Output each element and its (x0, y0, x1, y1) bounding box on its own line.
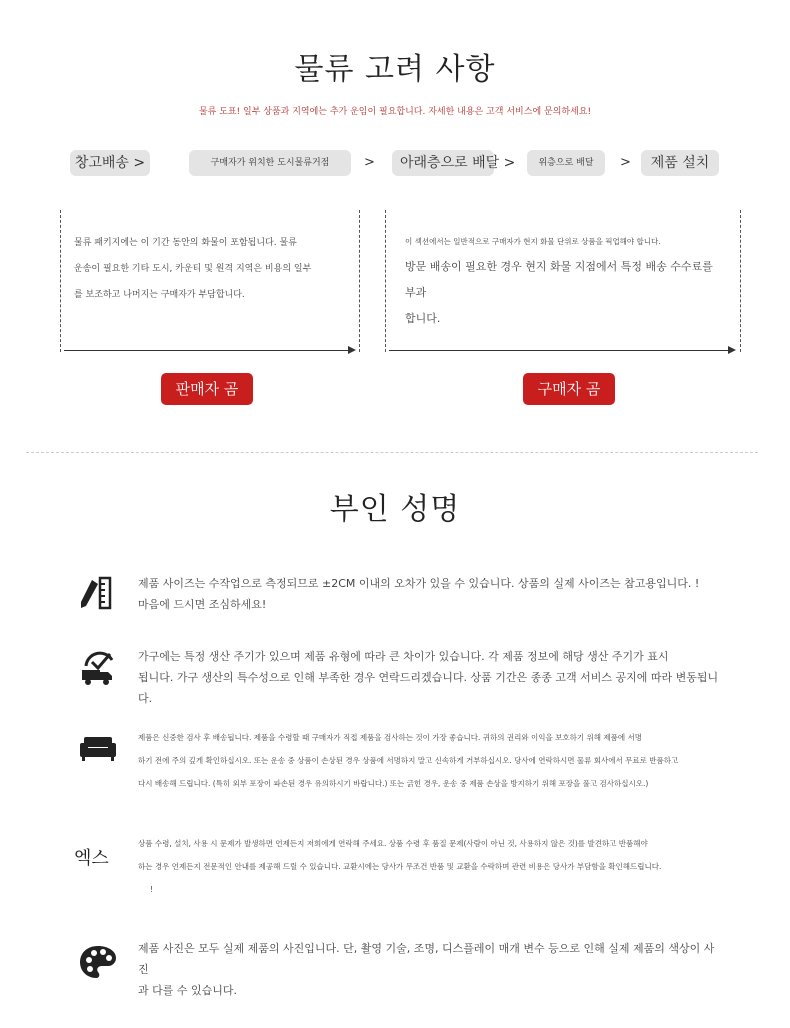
text-line: 상품 수령, 설치, 사용 시 문제가 발생하면 언제든지 저희에게 연락해 주세요. 상품 수령 후 품질 문제(사람이 아닌 것, 사용하지 않은 것)를 발견하고 반품해야 (138, 839, 648, 848)
text-line: 하는 경우 언제든지 전문적인 안내를 제공해 드릴 수 있습니다. 교환시에는 당사가 무조건 반품 및 교환을 수락하며 관련 비용은 당사가 부담함을 확인해드립니다. (138, 862, 662, 871)
buyer-badge: 구매자 곰 (523, 373, 615, 405)
text-line: 됩니다. 가구 생산의 특수성으로 인해 부족한 경우 연락드리겠습니다. 상품 기간은 종종 고객 서비스 공지에 따라 변동됩니다. (138, 671, 719, 705)
text-line: 물류 패키지에는 이 기간 동안의 화물이 포함됩니다. 물류 (74, 238, 297, 248)
text-line: 를 보조하고 나머지는 구매자가 부담합니다. (74, 290, 245, 300)
text-line: 제품 사진은 모두 실제 제품의 사진입니다. 단, 촬영 기술, 조명, 디스플레이 매개 변수 등으로 인해 실제 제품의 색상이 사진 (138, 942, 715, 976)
text-line: 운송이 필요한 기타 도시, 카운티 및 원격 지역은 비용의 일부 (74, 264, 312, 274)
text-line: 마음에 드시면 조심하세요! (138, 598, 267, 611)
ex-label: 엑스 (74, 848, 109, 869)
disclaimer-after-sales (138, 832, 738, 901)
text-line: 합니다. (405, 312, 441, 325)
flow-step-downstairs: 아래층으로 배달 > (392, 150, 494, 176)
sofa-icon (78, 727, 118, 767)
disclaimer-size (138, 573, 718, 615)
delivery-truck-icon (78, 648, 118, 688)
flow-arrow: > (364, 155, 375, 170)
text-line: 이 섹션에서는 일반적으로 구매자가 현지 화물 단위로 상품을 픽업해야 합니다. (405, 237, 661, 246)
buyer-range-line (389, 350, 729, 351)
seller-cost-text (74, 230, 354, 308)
flow-step-upstairs: 위층으로 배달 (527, 150, 605, 176)
flow-step-installation: 제품 설치 (641, 150, 719, 176)
flow-step-warehouse: 창고배송 > (70, 150, 150, 176)
text-line: 다시 배송해 드립니다. (특히 외부 포장이 파손된 경우 유의하시기 바랍니다.) 또는 긁힌 경우, 운송 중 제품 손상을 방지하기 위해 포장을 풀고 검사하십시오.) (138, 779, 649, 788)
disclaimer-photos (138, 938, 718, 1001)
section-title-logistics: 물류 고려 사항 (294, 52, 496, 87)
flow-arrow: > (620, 155, 631, 170)
section-divider (26, 452, 758, 453)
disclaimer-production (138, 646, 728, 709)
section-title-disclaimer: 부인 성명 (329, 492, 461, 527)
text-line: 방문 배송이 필요한 경우 현지 화물 지점에서 특정 배송 수수료를 부과 (405, 260, 713, 299)
text-line: ! (150, 885, 154, 894)
text-line: 가구에는 특정 생산 주기가 있으며 제품 유형에 따라 큰 차이가 있습니다. 각 제품 정보에 해당 생산 주기가 표시 (138, 650, 669, 663)
text-line: 제품은 신중한 검사 후 배송됩니다. 제품을 수령할 때 구매자가 직접 제품을 검사하는 것이 가장 좋습니다. 귀하의 권리와 이익을 보호하기 위해 제품에 서명 (138, 733, 643, 742)
text-line: 제품 사이즈는 수작업으로 측정되므로 ±2CM 이내의 오차가 있을 수 있습니다. 상품의 실제 사이즈는 참고용입니다. ! (138, 577, 700, 590)
text-line: 과 다를 수 있습니다. (138, 984, 237, 997)
disclaimer-inspection (138, 726, 738, 795)
seller-range-line (64, 350, 350, 351)
arrowhead-icon (348, 346, 356, 354)
seller-badge: 판매자 곰 (161, 373, 253, 405)
buyer-cost-text (405, 230, 725, 332)
text-line: 하기 전에 주의 깊게 확인하십시오. 또는 운송 중 상품이 손상된 경우 상품에 서명하지 말고 신속하게 거부하십시오. 당사에 연락하시면 물류 회사에서 무료로 반품하고 (138, 756, 679, 765)
arrowhead-icon (728, 346, 736, 354)
flow-step-city-hub: 구매자가 위치한 도시물류거점 (189, 150, 351, 176)
logistics-notice: 물류 도표! 일부 상품과 지역에는 추가 운임이 필요합니다. 자세한 내용은 고객 서비스에 문의하세요! (198, 107, 592, 117)
ruler-pencil-icon (78, 574, 118, 614)
palette-icon (78, 942, 118, 982)
